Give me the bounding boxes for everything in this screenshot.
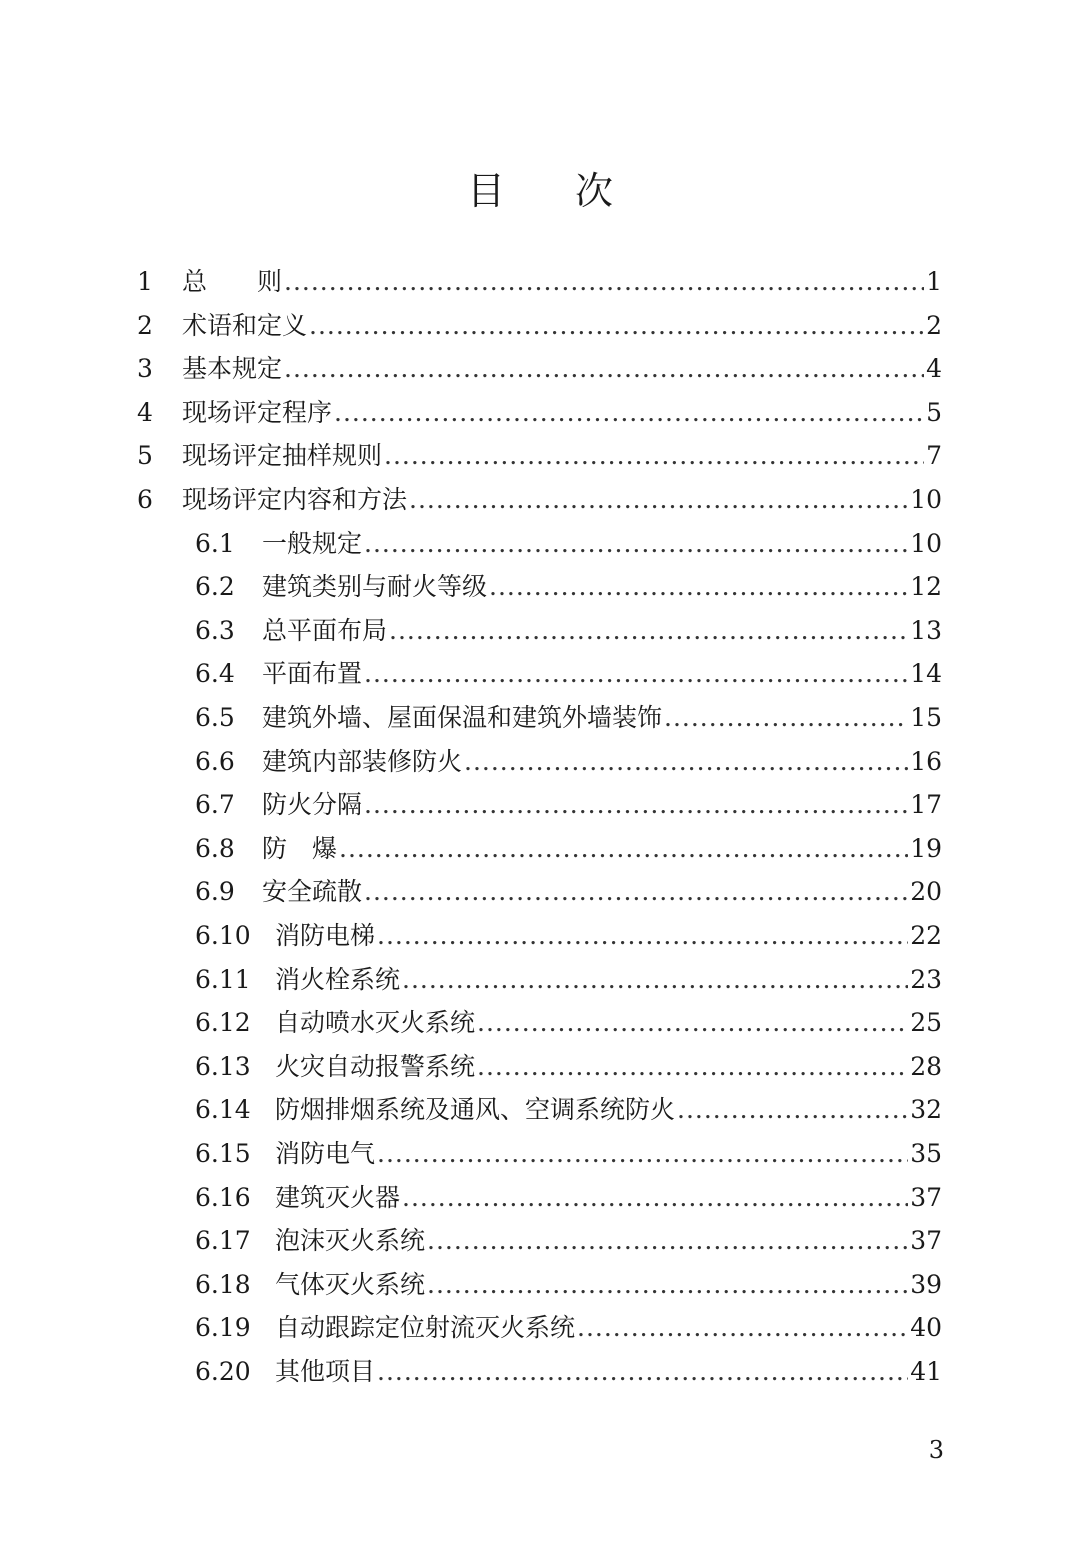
toc-entry-number: 6.10 bbox=[195, 921, 251, 950]
toc-entry[interactable] bbox=[195, 740, 942, 784]
toc-entry-label: 防 爆 bbox=[262, 833, 338, 863]
toc-entry[interactable] bbox=[195, 1088, 942, 1132]
title-char-1: 目 bbox=[466, 169, 505, 213]
toc-leader-dots bbox=[334, 391, 924, 435]
toc-entry-page: 5 bbox=[926, 397, 942, 427]
toc-leader-dots bbox=[364, 652, 908, 696]
toc-entry-number: 3 bbox=[137, 354, 153, 384]
toc-entry-number: 6.3 bbox=[195, 615, 235, 645]
toc-entry[interactable] bbox=[137, 478, 942, 522]
toc-entry-number: 6.4 bbox=[195, 659, 235, 689]
toc-entry-label: 术语和定义 bbox=[182, 310, 308, 340]
toc-entry[interactable] bbox=[195, 914, 942, 958]
toc-entry[interactable] bbox=[195, 958, 942, 1002]
toc-entry[interactable] bbox=[137, 347, 942, 391]
toc-entry-page: 40 bbox=[910, 1313, 942, 1343]
toc-entry-number: 6.2 bbox=[195, 572, 235, 602]
toc-entry[interactable] bbox=[195, 1263, 942, 1307]
toc-entry[interactable] bbox=[195, 652, 942, 696]
toc-entry-number: 2 bbox=[137, 310, 153, 340]
toc-entry[interactable] bbox=[137, 434, 942, 478]
toc-entry-number: 6.6 bbox=[195, 746, 235, 776]
toc-leader-dots bbox=[284, 260, 924, 304]
toc-leader-dots bbox=[377, 914, 908, 958]
toc-entry-number: 6.5 bbox=[195, 703, 235, 732]
toc-entry-page: 23 bbox=[910, 964, 942, 994]
toc-leader-dots bbox=[664, 696, 908, 740]
toc-entry-label: 气体灭火系统 bbox=[275, 1269, 426, 1299]
toc-entry-label: 平面布置 bbox=[262, 659, 363, 689]
toc-entry-page: 12 bbox=[910, 572, 942, 602]
toc-entry-number: 6 bbox=[137, 485, 153, 514]
toc-leader-dots bbox=[427, 1263, 908, 1307]
toc-leader-dots bbox=[402, 958, 908, 1002]
toc-entry[interactable] bbox=[137, 391, 942, 435]
toc-entry[interactable] bbox=[195, 1001, 942, 1045]
toc-entry-number: 6.8 bbox=[195, 833, 235, 863]
toc-entry-page: 37 bbox=[910, 1226, 942, 1256]
title-char-2: 次 bbox=[575, 169, 614, 213]
toc-leader-dots bbox=[389, 609, 908, 653]
toc-entry-page: 15 bbox=[910, 703, 942, 732]
toc-entry-page: 22 bbox=[910, 921, 942, 950]
toc-entry-number: 6.17 bbox=[195, 1226, 251, 1256]
toc-leader-dots bbox=[364, 870, 908, 914]
toc-entry-label: 总平面布局 bbox=[262, 615, 388, 645]
toc-entry[interactable] bbox=[195, 1350, 942, 1394]
toc-entry[interactable] bbox=[195, 1132, 942, 1176]
toc-entry-label: 防火分隔 bbox=[262, 790, 363, 820]
toc-entry-label: 一般规定 bbox=[262, 528, 363, 558]
toc-leader-dots bbox=[377, 1132, 908, 1176]
toc-entry-number: 6.12 bbox=[195, 1008, 251, 1038]
toc-entry-number: 6.7 bbox=[195, 790, 235, 820]
toc-entry[interactable] bbox=[195, 870, 942, 914]
toc-entry-label: 消火栓系统 bbox=[275, 964, 401, 994]
toc-leader-dots bbox=[677, 1088, 908, 1132]
page-number: 3 bbox=[928, 1436, 944, 1464]
toc-entry-page: 25 bbox=[910, 1008, 942, 1038]
toc-entry-page: 13 bbox=[910, 615, 942, 645]
toc-leader-dots bbox=[464, 740, 908, 784]
toc-entry-page: 4 bbox=[926, 354, 942, 384]
toc-entry-number: 1 bbox=[137, 267, 153, 296]
toc-leader-dots bbox=[284, 347, 924, 391]
toc-entry-number: 6.14 bbox=[195, 1095, 251, 1125]
toc-entry-label: 现场评定内容和方法 bbox=[182, 485, 408, 514]
toc-leader-dots bbox=[409, 478, 908, 522]
toc-entry-number: 6.1 bbox=[195, 528, 235, 558]
toc-entry-page: 10 bbox=[910, 528, 942, 558]
toc-entry[interactable] bbox=[137, 260, 942, 304]
toc-entry-page: 32 bbox=[910, 1095, 942, 1125]
toc-entry[interactable] bbox=[195, 827, 942, 871]
toc-entry-number: 6.18 bbox=[195, 1269, 251, 1299]
toc-entry-label: 现场评定抽样规则 bbox=[182, 441, 383, 471]
toc-leader-dots bbox=[309, 304, 924, 348]
toc-entry-page: 41 bbox=[910, 1357, 942, 1386]
toc-entry-number: 6.13 bbox=[195, 1051, 251, 1081]
toc-entry[interactable] bbox=[195, 609, 942, 653]
toc-entry[interactable] bbox=[195, 783, 942, 827]
toc-entry[interactable] bbox=[195, 522, 942, 566]
toc-leader-dots bbox=[339, 827, 908, 871]
toc-entry-number: 6.9 bbox=[195, 877, 235, 907]
toc-entry-label: 消防电梯 bbox=[275, 921, 376, 950]
toc-entry-label: 其他项目 bbox=[275, 1357, 376, 1386]
toc-entry[interactable] bbox=[195, 1306, 942, 1350]
toc-entry-page: 16 bbox=[910, 746, 942, 776]
toc-entry[interactable] bbox=[195, 1045, 942, 1089]
toc-entry-label: 消防电气 bbox=[275, 1139, 376, 1168]
toc-entry-page: 7 bbox=[926, 441, 942, 471]
toc-leader-dots bbox=[477, 1045, 908, 1089]
toc-entry-label: 建筑外墙、屋面保温和建筑外墙装饰 bbox=[262, 703, 663, 732]
toc-entry-page: 14 bbox=[910, 659, 942, 689]
toc-entry-label: 建筑内部装修防火 bbox=[262, 746, 463, 776]
toc-leader-dots bbox=[402, 1176, 908, 1220]
toc-leader-dots bbox=[489, 565, 908, 609]
toc-entry-label: 建筑灭火器 bbox=[275, 1182, 401, 1212]
toc-entry-label: 防烟排烟系统及通风、空调系统防火 bbox=[275, 1095, 676, 1125]
toc-entry-page: 20 bbox=[910, 877, 942, 907]
toc-entry-page: 17 bbox=[910, 790, 942, 820]
toc-entry-label: 总 则 bbox=[182, 267, 283, 296]
toc-entry-label: 自动跟踪定位射流灭火系统 bbox=[275, 1313, 576, 1343]
toc-entry-number: 6.20 bbox=[195, 1357, 251, 1386]
toc-entry-label: 火灾自动报警系统 bbox=[275, 1051, 476, 1081]
toc-entry-page: 1 bbox=[926, 267, 942, 296]
toc-entry-page: 37 bbox=[910, 1182, 942, 1212]
toc-entry[interactable] bbox=[195, 696, 942, 740]
toc-leader-dots bbox=[377, 1350, 908, 1394]
toc-entry-page: 10 bbox=[910, 485, 942, 514]
toc-leader-dots bbox=[477, 1001, 908, 1045]
toc-entry-label: 自动喷水灭火系统 bbox=[275, 1008, 476, 1038]
toc-entry-label: 基本规定 bbox=[182, 354, 283, 384]
toc-entry-label: 安全疏散 bbox=[262, 877, 363, 907]
toc-entry-number: 4 bbox=[137, 397, 153, 427]
toc-entry-page: 2 bbox=[926, 310, 942, 340]
toc-entry[interactable] bbox=[195, 1219, 942, 1263]
toc-entry[interactable] bbox=[195, 1176, 942, 1220]
toc-entry-number: 6.11 bbox=[195, 964, 251, 994]
toc-entry-number: 6.19 bbox=[195, 1313, 251, 1343]
toc-leader-dots bbox=[427, 1219, 908, 1263]
toc-entry-label: 泡沫灭火系统 bbox=[275, 1226, 426, 1256]
toc-leader-dots bbox=[364, 522, 908, 566]
toc-leader-dots bbox=[364, 783, 908, 827]
toc-entry-page: 39 bbox=[910, 1269, 942, 1299]
toc-entry-number: 6.16 bbox=[195, 1182, 251, 1212]
toc-entry-label: 现场评定程序 bbox=[182, 397, 333, 427]
toc-entry-number: 6.15 bbox=[195, 1139, 251, 1168]
toc-entry[interactable] bbox=[137, 304, 942, 348]
toc-entry-page: 28 bbox=[910, 1051, 942, 1081]
toc-entry-page: 19 bbox=[910, 833, 942, 863]
toc-leader-dots bbox=[577, 1306, 908, 1350]
toc-entry-number: 5 bbox=[137, 441, 153, 471]
toc-entry[interactable] bbox=[195, 565, 942, 609]
toc-entry-label: 建筑类别与耐火等级 bbox=[262, 572, 488, 602]
page-title bbox=[0, 160, 1080, 215]
toc-entry-page: 35 bbox=[910, 1139, 942, 1168]
toc-leader-dots bbox=[384, 434, 924, 478]
